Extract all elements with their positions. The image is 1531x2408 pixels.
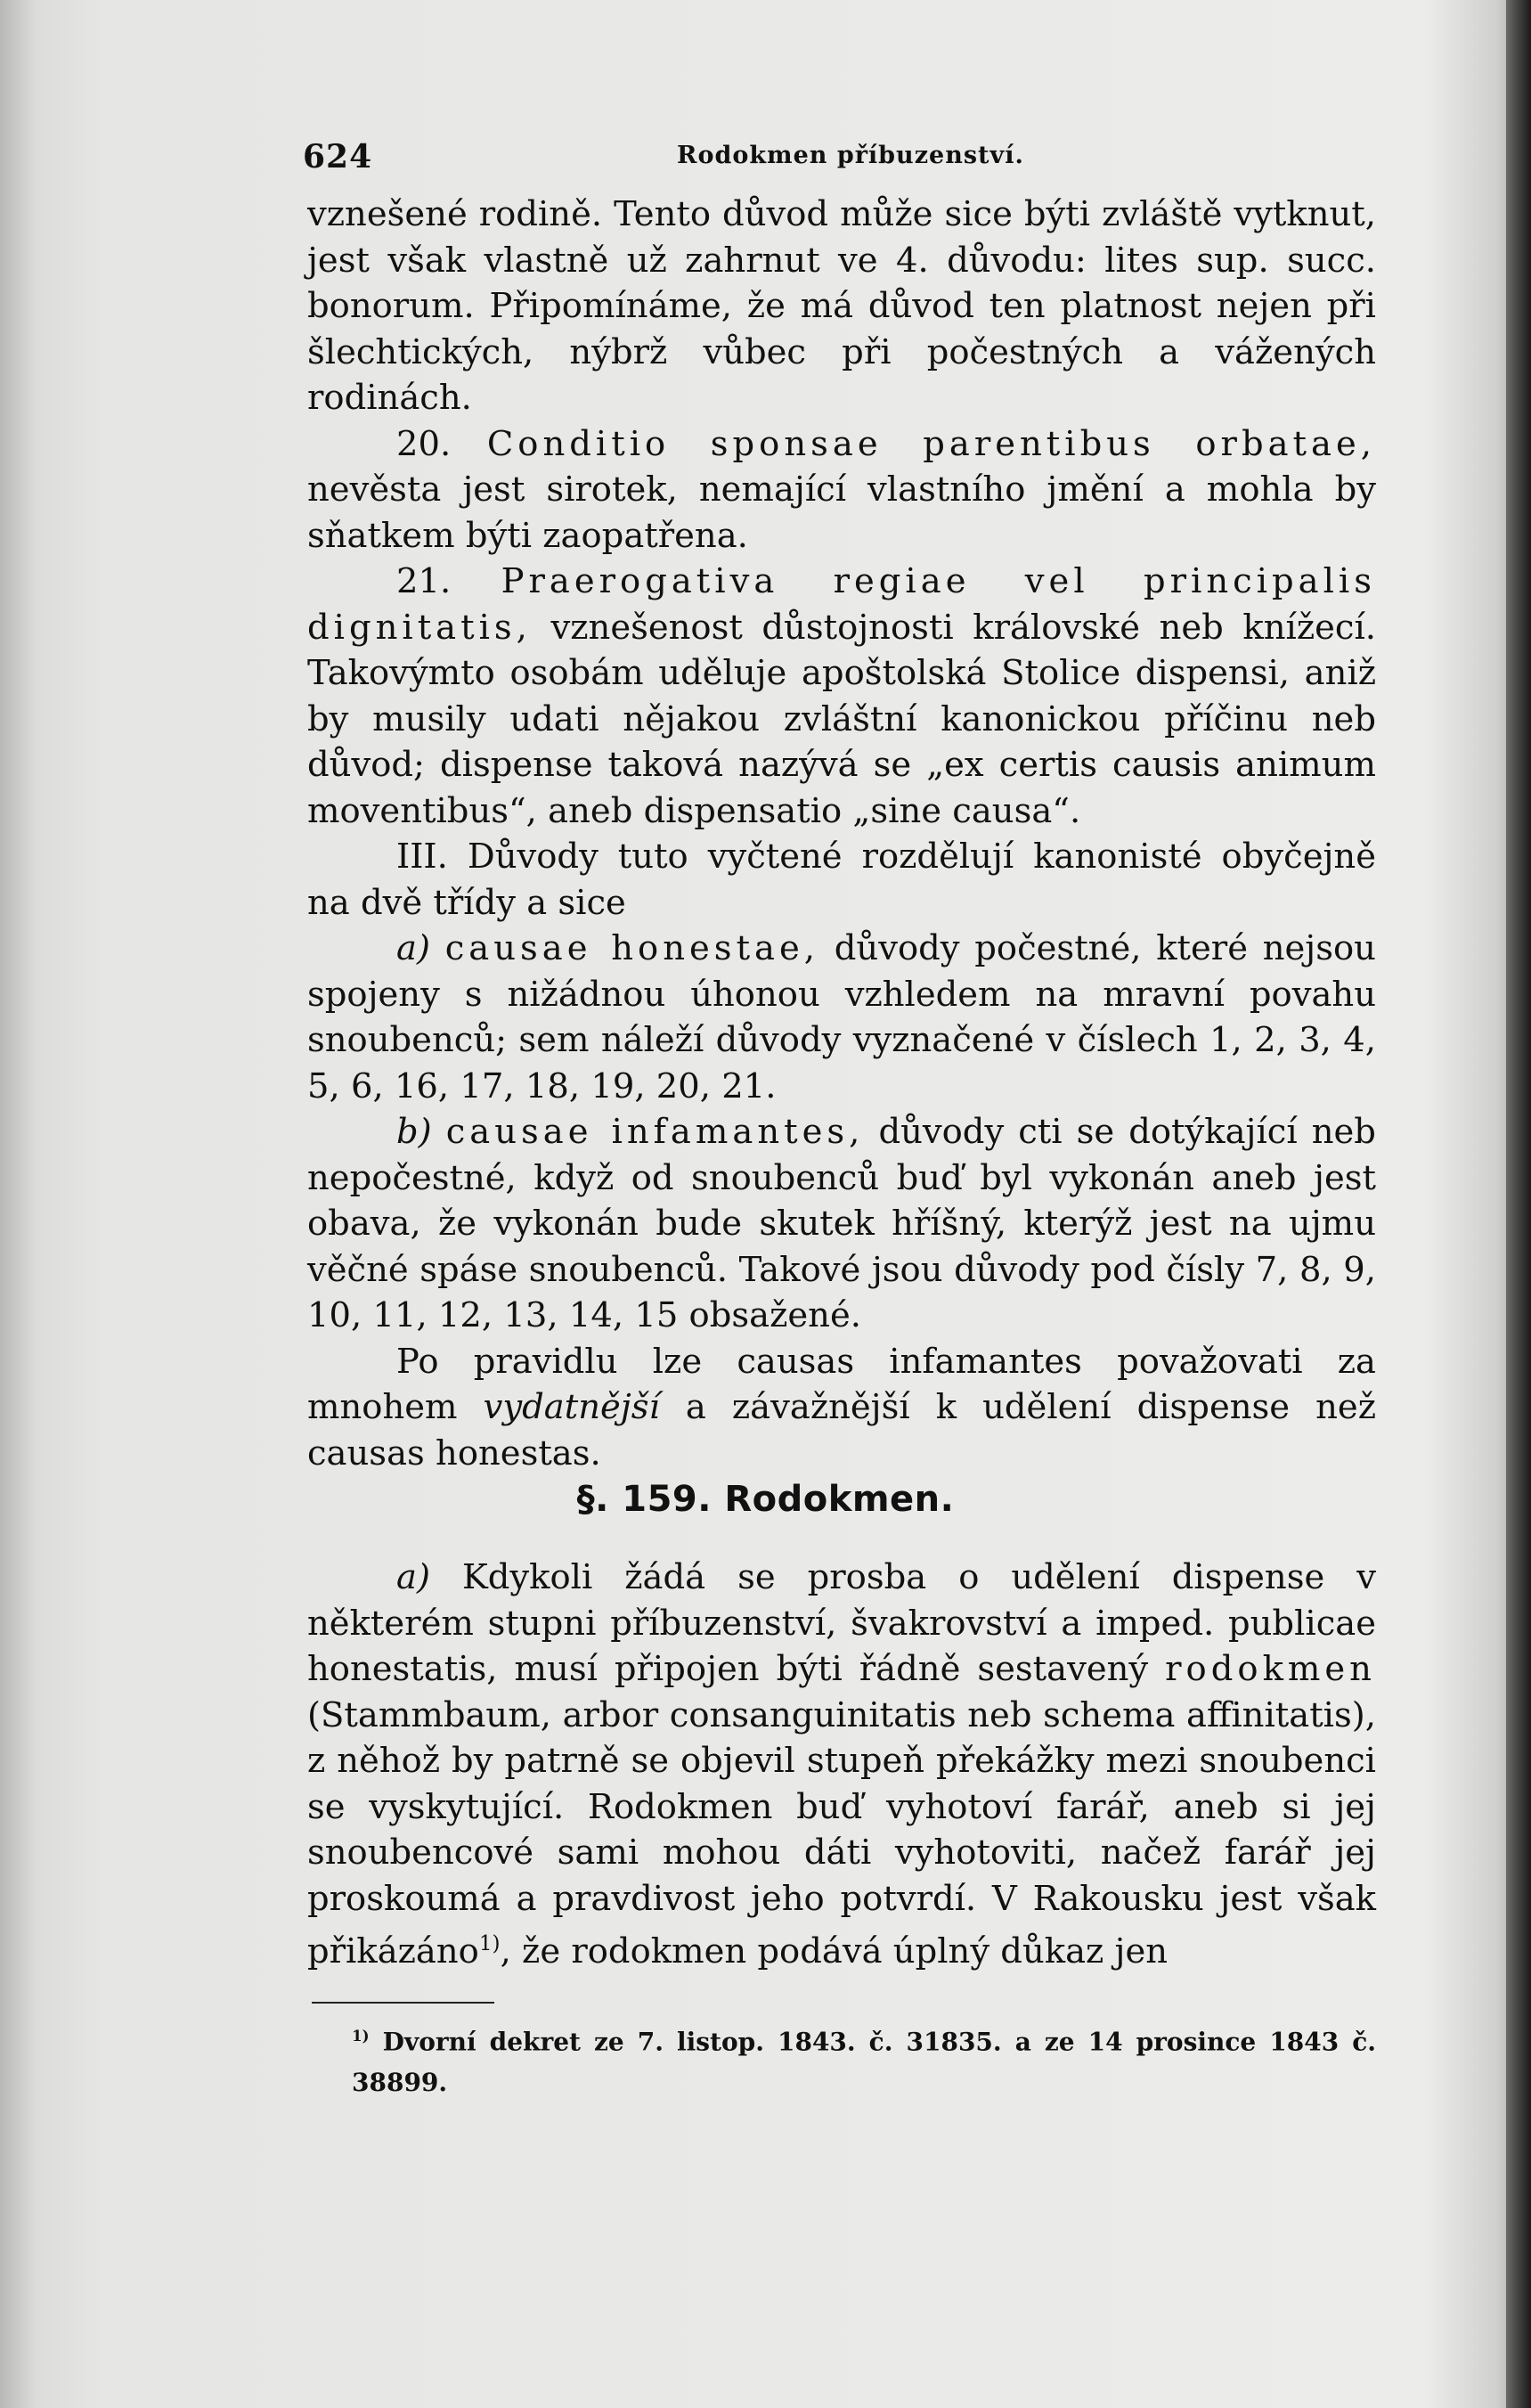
emphasized-word: vydatnější bbox=[483, 1387, 660, 1427]
paragraph-classification: III. Důvody tuto vyčtené rozdělují kanonisté obyčejně na dvě třídy a sice bbox=[307, 837, 1376, 923]
footnote-reference: 1) bbox=[478, 1932, 501, 1955]
latin-term: Praerogativa regiae vel principalis dignitatis, bbox=[307, 561, 1376, 648]
item-label: a) bbox=[396, 1557, 430, 1597]
page-number: 624 bbox=[303, 138, 373, 175]
item-text: důvody počestné, které nejsou spojeny s nižádnou úhonou vzhledem na mravní povahu snoubenců; sem náleží důvody vyznačené v číslech 1, 2, 3, 4, 5, 6, 16, 17, 18, 19, 20, 21. bbox=[307, 928, 1376, 1106]
rule-text-end: a závažnější k udělení dispense než causas honestas. bbox=[307, 1387, 1376, 1473]
paragraph-continuation: vznešené rodině. Tento důvod může sice býti zvláště vytknut, jest však vlastně už zahrnut ve 4. důvodu: lites sup. succ. bonorum. Připomínáme, že má důvod ten platnost nejen při šlechtických, nýbrž vůbec při počestných a vážených rodinách. bbox=[307, 194, 1376, 418]
rule-text-start: Po pravidlu lze causas infamantes považovati za mnohem bbox=[307, 1341, 1376, 1427]
paragraph-reason-20 bbox=[307, 421, 1376, 559]
item-number: 21. bbox=[396, 561, 452, 601]
paragraph-causae-honestae bbox=[307, 926, 1376, 1109]
section-paragraph bbox=[307, 1555, 1376, 1974]
page-edge-shadow bbox=[1506, 0, 1531, 2408]
footnote bbox=[352, 2015, 1376, 2103]
section-text-2: (Stammbaum, arbor consanguinitatis neb schema affinitatis), z něhož by patrně se objevil stupeň překážky mezi snoubenci se vyskytující. Rodokmen buď vyhotoví farář, aneb si jej snoubencové sami mohou dáti vyhotoviti, načež farář jej proskoumá a pravdivost jeho potvrdí. V Rakousku jest však přikázáno bbox=[307, 1694, 1376, 1971]
footnote-mark: 1) bbox=[352, 2027, 370, 2045]
key-term: rodokmen bbox=[1165, 1649, 1376, 1689]
page-header bbox=[303, 138, 1372, 174]
latin-term: causae honestae, bbox=[444, 928, 820, 968]
paragraph-reason-21 bbox=[307, 559, 1376, 834]
section-text bbox=[307, 1555, 1376, 1974]
item-text: důvody cti se dotýkající neb nepočestné, když od snoubenců buď byl vykonán aneb jest obava, že vykonán bude skutek hříšný, kterýž jest na ujmu věčné spáse snoubenců. Takové jsou důvody pod čísly 7, 8, 9, 10, 11, 12, 13, 14, 15 obsažené. bbox=[307, 1112, 1376, 1335]
latin-term: Conditio sponsae parentibus orbatae, bbox=[486, 423, 1376, 464]
footnote-divider bbox=[312, 2002, 494, 2004]
section-text-1: Kdykoli žádá se prosba o udělení dispense v některém stupni příbuzenství, švakrovství a imped. publicae honestatis, musí připojen býti řádně sestavený bbox=[307, 1557, 1376, 1689]
main-text bbox=[307, 192, 1376, 1476]
section-text-3: , že rodokmen podává úplný důkaz jen bbox=[500, 1930, 1169, 1971]
footnote-text: Dvorní dekret ze 7. listop. 1843. č. 31835. a ze 14 prosince 1843 č. 38899. bbox=[352, 2027, 1377, 2098]
paragraph-causae-infamantes bbox=[307, 1109, 1376, 1339]
item-number: 20. bbox=[396, 423, 452, 464]
item-label: a) bbox=[396, 928, 430, 968]
item-text: nevěsta jest sirotek, nemající vlastního jmění a mohla by sňatkem býti zaopatřena. bbox=[307, 469, 1376, 556]
latin-term: causae infamantes, bbox=[445, 1112, 865, 1152]
item-text: vznešenost důstojnosti královské neb knížecí. Takovýmto osobám uděluje apoštolská Stolice dispensi, aniž by musily udati nějakou zvláštní kanonickou příčinu neb důvod; dispense taková nazývá se „ex certis causis animum moventibus“, aneb dispensatio „sine causa“. bbox=[307, 607, 1376, 831]
paragraph-rule bbox=[307, 1339, 1376, 1477]
running-head: Rodokmen příbuzenství. bbox=[677, 142, 1024, 169]
item-label: b) bbox=[396, 1112, 432, 1152]
section-heading: §. 159. Rodokmen. bbox=[576, 1479, 955, 1520]
